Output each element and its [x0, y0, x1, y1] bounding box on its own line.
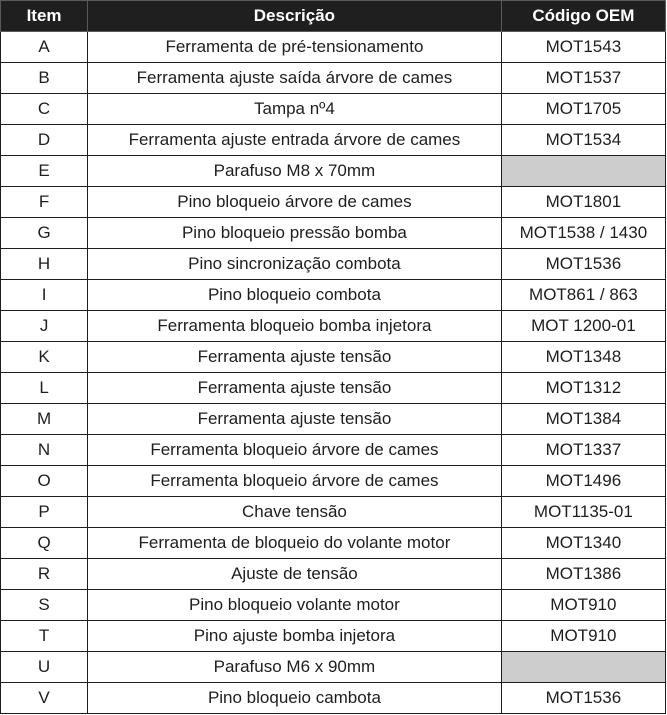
cell-description: Tampa nº4: [88, 94, 502, 125]
cell-item: F: [1, 187, 88, 218]
cell-description: Pino ajuste bomba injetora: [88, 621, 502, 652]
cell-item: B: [1, 63, 88, 94]
cell-item: A: [1, 32, 88, 63]
cell-item: S: [1, 590, 88, 621]
cell-code: MOT1536: [501, 683, 665, 714]
cell-code: MOT861 / 863: [501, 280, 665, 311]
cell-code: MOT910: [501, 621, 665, 652]
table-row: [1, 156, 666, 187]
cell-code: MOT1386: [501, 559, 665, 590]
cell-description: Ajuste de tensão: [88, 559, 502, 590]
cell-item: C: [1, 94, 88, 125]
table-row: [1, 404, 666, 435]
table-row: [1, 652, 666, 683]
cell-item: J: [1, 311, 88, 342]
cell-description: Pino bloqueio volante motor: [88, 590, 502, 621]
cell-item: L: [1, 373, 88, 404]
cell-item: Q: [1, 528, 88, 559]
cell-code: MOT1537: [501, 63, 665, 94]
cell-description: Ferramenta bloqueio árvore de cames: [88, 435, 502, 466]
cell-description: Ferramenta de pré-tensionamento: [88, 32, 502, 63]
header-item: Item: [1, 1, 88, 32]
cell-code: MOT1384: [501, 404, 665, 435]
table-header: [1, 1, 666, 32]
cell-description: Ferramenta de bloqueio do volante motor: [88, 528, 502, 559]
table-row: [1, 528, 666, 559]
table-row: [1, 63, 666, 94]
cell-code: MOT 1200-01: [501, 311, 665, 342]
cell-code: MOT1543: [501, 32, 665, 63]
table-row: [1, 218, 666, 249]
table-row: [1, 187, 666, 218]
cell-code: MOT1801: [501, 187, 665, 218]
header-row: [1, 1, 666, 32]
cell-item: G: [1, 218, 88, 249]
table-row: [1, 342, 666, 373]
cell-code: MOT1538 / 1430: [501, 218, 665, 249]
table-row: [1, 280, 666, 311]
cell-item: E: [1, 156, 88, 187]
cell-description: Pino sincronização combota: [88, 249, 502, 280]
cell-code: MOT1348: [501, 342, 665, 373]
cell-item: I: [1, 280, 88, 311]
table-row: [1, 32, 666, 63]
cell-code: MOT1496: [501, 466, 665, 497]
cell-code: MOT1536: [501, 249, 665, 280]
cell-description: Parafuso M8 x 70mm: [88, 156, 502, 187]
cell-description: Ferramenta ajuste saída árvore de cames: [88, 63, 502, 94]
table-row: [1, 559, 666, 590]
table-row: [1, 466, 666, 497]
cell-code: MOT1337: [501, 435, 665, 466]
cell-description: Ferramenta ajuste tensão: [88, 342, 502, 373]
cell-description: Ferramenta bloqueio bomba injetora: [88, 311, 502, 342]
cell-code: [501, 652, 665, 683]
cell-item: D: [1, 125, 88, 156]
table-body: [1, 32, 666, 714]
cell-code: MOT1340: [501, 528, 665, 559]
cell-description: Ferramenta ajuste tensão: [88, 373, 502, 404]
cell-item: K: [1, 342, 88, 373]
cell-item: O: [1, 466, 88, 497]
table-row: [1, 373, 666, 404]
table-row: [1, 125, 666, 156]
cell-code: MOT1705: [501, 94, 665, 125]
cell-description: Pino bloqueio cambota: [88, 683, 502, 714]
header-description: Descrição: [88, 1, 502, 32]
cell-description: Ferramenta ajuste entrada árvore de cames: [88, 125, 502, 156]
cell-description: Chave tensão: [88, 497, 502, 528]
cell-item: R: [1, 559, 88, 590]
cell-description: Pino bloqueio árvore de cames: [88, 187, 502, 218]
cell-item: T: [1, 621, 88, 652]
cell-item: N: [1, 435, 88, 466]
cell-description: Ferramenta bloqueio árvore de cames: [88, 466, 502, 497]
cell-description: Pino bloqueio pressão bomba: [88, 218, 502, 249]
cell-code: MOT1135-01: [501, 497, 665, 528]
cell-item: H: [1, 249, 88, 280]
cell-code: [501, 156, 665, 187]
table-row: [1, 311, 666, 342]
cell-code: MOT1534: [501, 125, 665, 156]
cell-code: MOT910: [501, 590, 665, 621]
header-code: Código OEM: [501, 1, 665, 32]
cell-description: Pino bloqueio combota: [88, 280, 502, 311]
table-row: [1, 683, 666, 714]
table-row: [1, 590, 666, 621]
cell-description: Parafuso M6 x 90mm: [88, 652, 502, 683]
cell-code: MOT1312: [501, 373, 665, 404]
cell-item: V: [1, 683, 88, 714]
table-row: [1, 435, 666, 466]
table-row: [1, 249, 666, 280]
cell-description: Ferramenta ajuste tensão: [88, 404, 502, 435]
table-row: [1, 94, 666, 125]
table-row: [1, 497, 666, 528]
cell-item: P: [1, 497, 88, 528]
cell-item: M: [1, 404, 88, 435]
cell-item: U: [1, 652, 88, 683]
table-row: [1, 621, 666, 652]
